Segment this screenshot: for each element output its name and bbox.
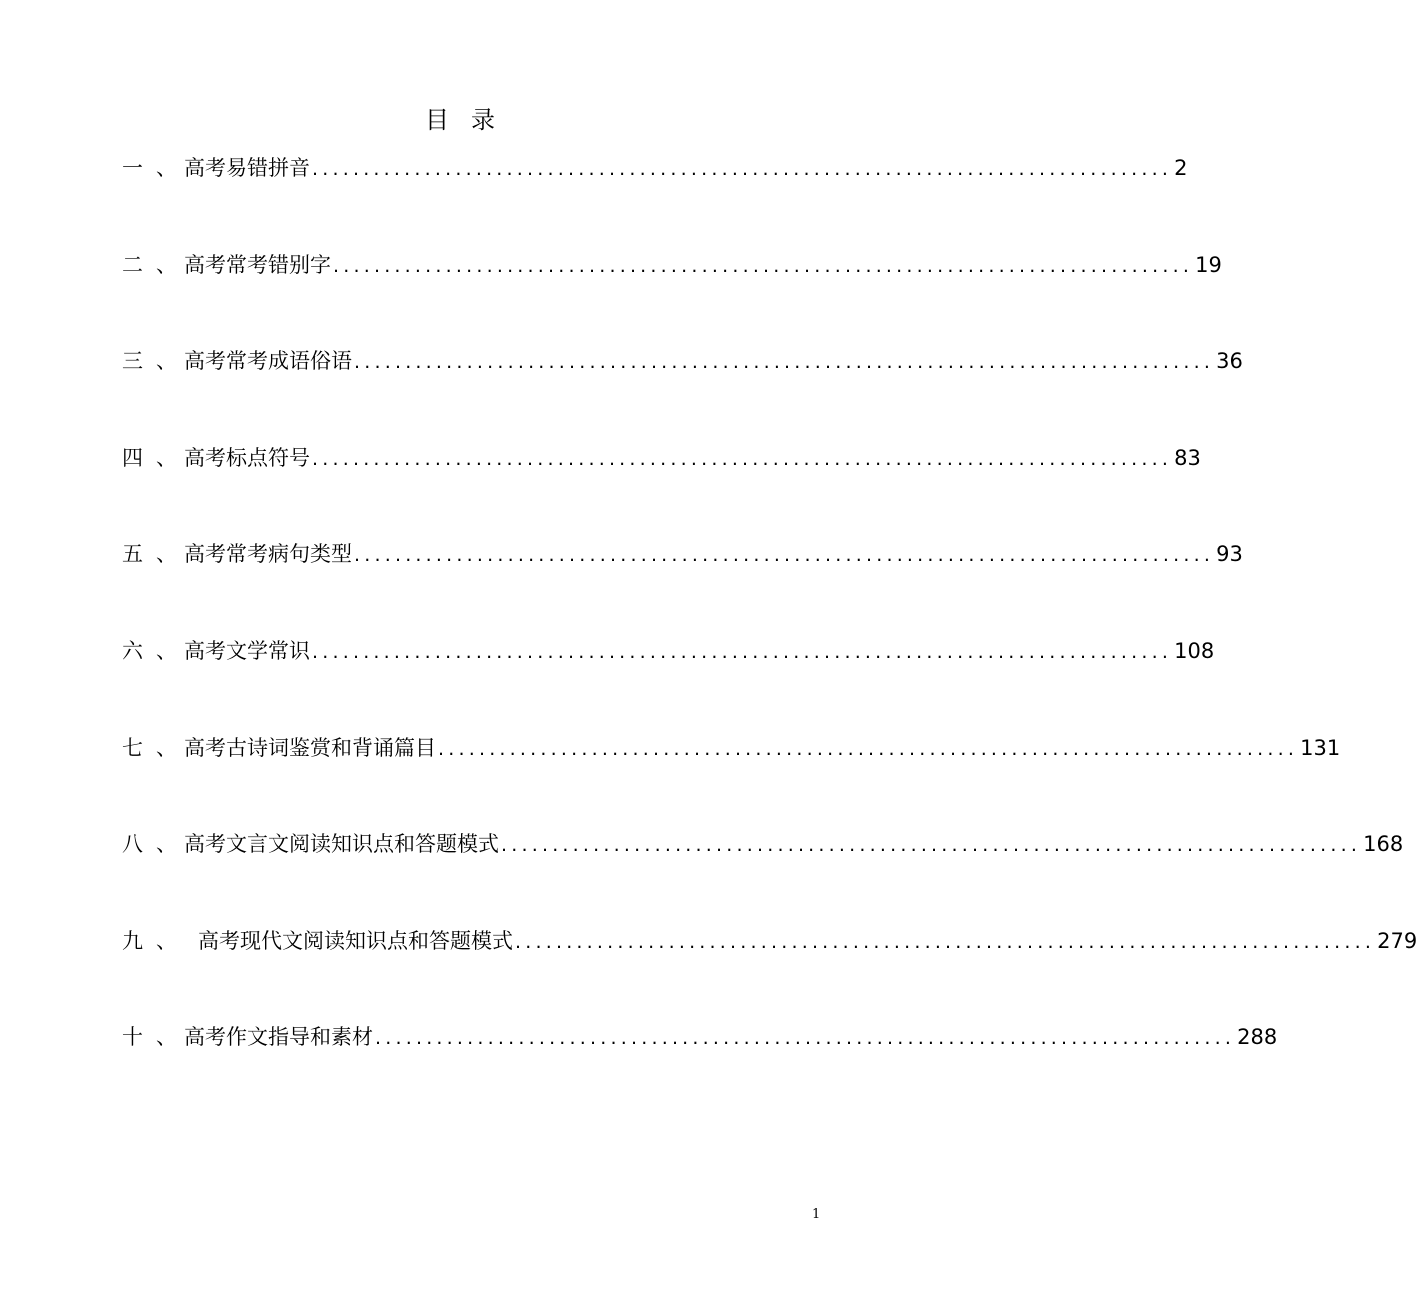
toc-label: 高考文学常识 bbox=[184, 638, 310, 663]
toc-leader: .................................................................................... bbox=[333, 254, 1194, 277]
toc-number: 三 bbox=[122, 349, 143, 374]
toc-separator: 、 bbox=[156, 445, 177, 470]
toc-leader: .................................................................................... bbox=[515, 930, 1376, 953]
toc-entry[interactable] bbox=[122, 633, 1215, 730]
toc-number: 十 bbox=[122, 1025, 143, 1050]
toc-label: 高考作文指导和素材 bbox=[184, 1025, 373, 1050]
toc-separator: 、 bbox=[156, 1025, 177, 1050]
toc-separator: 、 bbox=[156, 156, 177, 180]
toc-page-number: 288 bbox=[1237, 1025, 1278, 1050]
toc-page-number: 2 bbox=[1174, 156, 1188, 180]
toc-page-number: 131 bbox=[1300, 735, 1341, 760]
toc-number: 八 bbox=[122, 832, 143, 857]
toc-separator: 、 bbox=[156, 252, 177, 277]
toc-entry[interactable] bbox=[122, 247, 1222, 344]
toc-label: 高考易错拼音 bbox=[184, 156, 310, 180]
toc-entry[interactable] bbox=[122, 536, 1243, 633]
toc-entry[interactable] bbox=[122, 826, 1404, 923]
toc-number: 九 bbox=[122, 928, 143, 953]
page-title bbox=[0, 104, 920, 136]
toc-number: 四 bbox=[122, 445, 143, 470]
toc-leader: .................................................................................... bbox=[312, 447, 1173, 470]
toc-leader: .................................................................................... bbox=[312, 640, 1173, 663]
toc-separator: 、 bbox=[156, 638, 177, 663]
toc-page-number: 19 bbox=[1195, 252, 1222, 277]
toc-entry[interactable] bbox=[122, 1019, 1278, 1116]
table-of-contents bbox=[122, 150, 1417, 1116]
toc-separator: 、 bbox=[156, 349, 177, 374]
title-char-1: 目 bbox=[425, 106, 449, 134]
toc-page-number: 93 bbox=[1216, 542, 1243, 567]
toc-leader: .................................................................................... bbox=[438, 737, 1299, 760]
toc-label: 高考现代文阅读知识点和答题模式 bbox=[198, 928, 513, 953]
toc-leader: .................................................................................... bbox=[354, 351, 1215, 374]
toc-label: 高考常考病句类型 bbox=[184, 542, 352, 567]
toc-label: 高考文言文阅读知识点和答题模式 bbox=[184, 832, 499, 857]
toc-label: 高考常考成语俗语 bbox=[184, 349, 352, 374]
toc-label: 高考常考错别字 bbox=[184, 252, 331, 277]
toc-entry[interactable] bbox=[122, 343, 1243, 440]
toc-leader: .................................................................................... bbox=[312, 158, 1173, 180]
toc-page-number: 36 bbox=[1216, 349, 1243, 374]
toc-separator: 、 bbox=[156, 832, 177, 857]
toc-separator: 、 bbox=[156, 735, 177, 760]
toc-page-number: 279 bbox=[1377, 928, 1417, 953]
toc-number: 二 bbox=[122, 252, 143, 277]
toc-number: 五 bbox=[122, 542, 143, 567]
toc-number: 六 bbox=[122, 638, 143, 663]
toc-entry[interactable] bbox=[122, 150, 1188, 247]
title-char-2: 录 bbox=[471, 106, 495, 134]
toc-number: 七 bbox=[122, 735, 143, 760]
toc-page-number: 108 bbox=[1174, 638, 1215, 663]
toc-entry[interactable] bbox=[122, 440, 1201, 537]
toc-entry[interactable] bbox=[122, 730, 1341, 827]
page-number-footer: 1 bbox=[812, 1207, 821, 1222]
toc-leader: .................................................................................... bbox=[375, 1027, 1236, 1050]
toc-label: 高考标点符号 bbox=[184, 445, 310, 470]
toc-page-number: 168 bbox=[1363, 832, 1404, 857]
toc-page-number: 83 bbox=[1174, 445, 1201, 470]
toc-leader: .................................................................................... bbox=[501, 834, 1362, 857]
toc-separator: 、 bbox=[156, 928, 177, 953]
toc-leader: .................................................................................... bbox=[354, 544, 1215, 567]
toc-label: 高考古诗词鉴赏和背诵篇目 bbox=[184, 735, 436, 760]
toc-number: 一 bbox=[122, 156, 143, 180]
toc-entry[interactable] bbox=[122, 923, 1417, 1020]
toc-separator: 、 bbox=[156, 542, 177, 567]
